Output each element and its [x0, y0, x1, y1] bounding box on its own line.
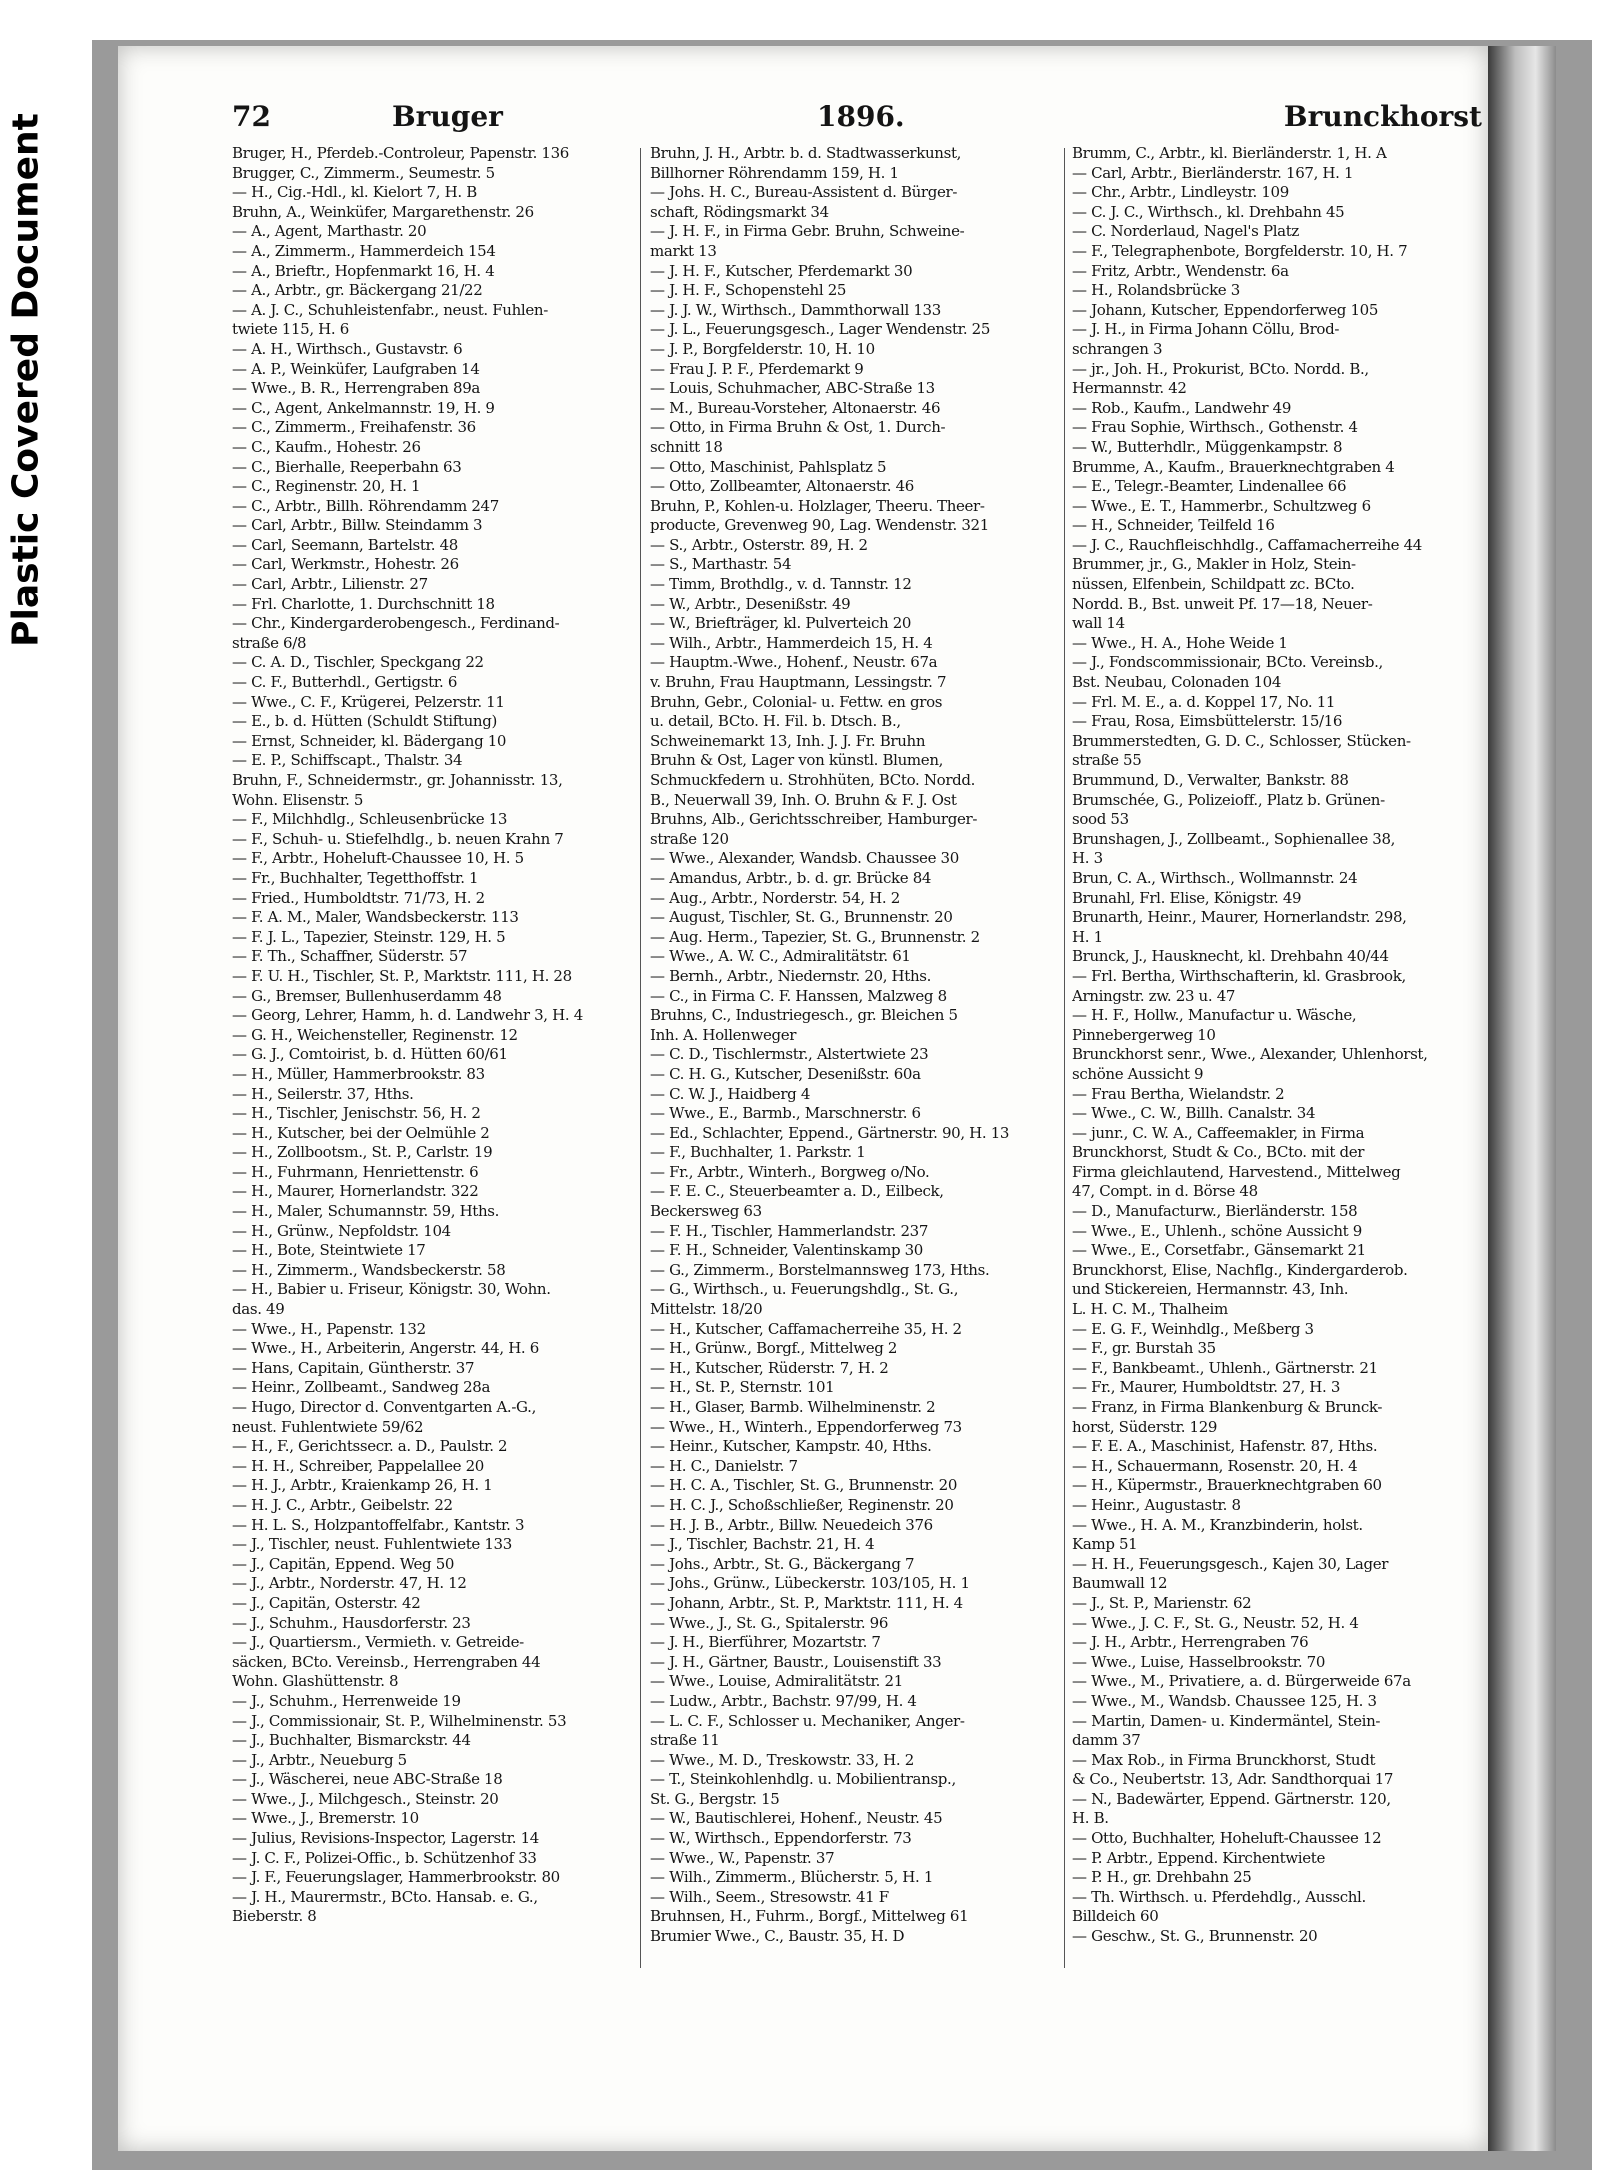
directory-entry-line: Brunckhorst, Studt & Co., BCto. mit der [1072, 1143, 1365, 1162]
directory-entry-line: Wohn. Glashüttenstr. 8 [232, 1672, 399, 1691]
directory-entry-line: — W., Briefträger, kl. Pulverteich 20 [650, 614, 912, 633]
header-first-entry: Bruger [392, 100, 503, 133]
directory-entry-line: — Timm, Brothdlg., v. d. Tannstr. 12 [650, 575, 912, 594]
directory-entry-line: — N., Badewärter, Eppend. Gärtnerstr. 120, [1072, 1789, 1391, 1808]
directory-entry-line: straße 6/8 [232, 633, 307, 652]
directory-entry-line: Bruhns, Alb., Gerichtsschreiber, Hamburger- [650, 810, 978, 829]
directory-entry-line: — W., Butterhdlr., Müggenkampstr. 8 [1072, 437, 1343, 456]
directory-entry-line: — H., Rolandsbrücke 3 [1072, 281, 1240, 300]
directory-entry-line: — Fritz, Arbtr., Wendenstr. 6a [1072, 261, 1289, 280]
directory-entry-line: das. 49 [232, 1300, 285, 1319]
directory-entry-line: — H., Babier u. Friseur, Königstr. 30, Wohn. [232, 1280, 551, 1299]
directory-entry-line: — J., Schuhm., Hausdorferstr. 23 [232, 1613, 471, 1632]
directory-entry-line: — A. P., Weinküfer, Laufgraben 14 [232, 359, 480, 378]
header-year: 1896. [817, 100, 905, 133]
directory-entry-line: schöne Aussicht 9 [1072, 1064, 1204, 1083]
directory-entry-line: Hermannstr. 42 [1072, 379, 1187, 398]
directory-entry-line: — Aug., Arbtr., Norderstr. 54, H. 2 [650, 888, 900, 907]
page-number: 72 [232, 100, 271, 133]
directory-entry-line: — H. F., Hollw., Manufactur u. Wäsche, [1072, 1006, 1357, 1025]
directory-entry-line: — E. G. F., Weinhdlg., Meßberg 3 [1072, 1319, 1314, 1338]
directory-entry-line: — Chr., Arbtr., Lindleystr. 109 [1072, 183, 1289, 202]
directory-entry-line: — P. Arbtr., Eppend. Kirchentwiete [1072, 1848, 1325, 1867]
directory-entry-line: — W., Arbtr., Desenißstr. 49 [650, 594, 851, 613]
directory-entry-line: — August, Tischler, St. G., Brunnenstr. 20 [650, 908, 953, 927]
header-last-entry: Brunckhorst [1283, 100, 1482, 133]
directory-entry-line: Mittelstr. 18/20 [650, 1300, 763, 1319]
column-divider [1064, 148, 1065, 1968]
directory-entry-line: — G. J., Comtoirist, b. d. Hütten 60/61 [232, 1045, 508, 1064]
directory-entry-line: — M., Bureau-Vorsteher, Altonaerstr. 46 [650, 398, 941, 417]
directory-entry-line: — Wwe., H. A., Hohe Weide 1 [1072, 633, 1288, 652]
directory-entry-line: — Wwe., J., Bremerstr. 10 [232, 1809, 419, 1828]
directory-entry-line: — Carl, Arbtr., Bierländerstr. 167, H. 1 [1072, 163, 1354, 182]
directory-entry-line: — E., Telegr.-Beamter, Lindenallee 66 [1072, 477, 1347, 496]
directory-entry-line: schnitt 18 [650, 437, 723, 456]
directory-entry-line: — Georg, Lehrer, Hamm, h. d. Landwehr 3, H. 4 [232, 1006, 583, 1025]
directory-entry-line: — W., Wirthsch., Eppendorferstr. 73 [650, 1829, 912, 1848]
directory-entry-line: — Wwe., H., Arbeiterin, Angerstr. 44, H. 6 [232, 1339, 539, 1358]
directory-entry-line: — H., Kutscher, Caffamacherreihe 35, H. 2 [650, 1319, 962, 1338]
directory-entry-line: — Ludw., Arbtr., Bachstr. 97/99, H. 4 [650, 1691, 917, 1710]
directory-entry-line: — H. C., Danielstr. 7 [650, 1456, 798, 1475]
directory-entry-line: — J. H. F., Kutscher, Pferdemarkt 30 [650, 261, 913, 280]
directory-entry-line: — Johann, Arbtr., St. P., Marktstr. 111, H. 4 [650, 1593, 963, 1612]
directory-entry-line: — Wwe., W., Papenstr. 37 [650, 1848, 835, 1867]
directory-entry-line: — H., F., Gerichtssecr. a. D., Paulstr. 2 [232, 1437, 508, 1456]
directory-entry-line: Billdeich 60 [1072, 1907, 1159, 1926]
directory-entry-line: Wohn. Elisenstr. 5 [232, 790, 364, 809]
directory-entry-line: — Geschw., St. G., Brunnenstr. 20 [1072, 1927, 1318, 1946]
directory-entry-line: — H., Kutscher, bei der Oelmühle 2 [232, 1123, 490, 1142]
directory-entry-line: — J., Tischler, Bachstr. 21, H. 4 [650, 1535, 875, 1554]
directory-entry-line: — H. C. J., Schoßschließer, Reginenstr. 20 [650, 1495, 954, 1514]
directory-entry-line: — Amandus, Arbtr., b. d. gr. Brücke 84 [650, 868, 932, 887]
directory-entry-line: Brunahl, Frl. Elise, Königstr. 49 [1072, 888, 1302, 907]
directory-entry-line: — J. C., Rauchfleischhdlg., Caffamacherreihe 44 [1072, 535, 1422, 554]
directory-entry-line: — junr., C. W. A., Caffeemakler, in Firma [1072, 1123, 1365, 1142]
directory-entry-line: — Frl. Charlotte, 1. Durchschnitt 18 [232, 594, 495, 613]
directory-entry-line: schaft, Rödingsmarkt 34 [650, 202, 829, 221]
directory-entry-line: — J., Capitän, Eppend. Weg 50 [232, 1554, 455, 1573]
directory-entry-line: — H., Grünw., Borgf., Mittelweg 2 [650, 1339, 898, 1358]
directory-entry-line: — Wwe., M., Wandsb. Chaussee 125, H. 3 [1072, 1691, 1377, 1710]
directory-entry-line: — F., Bankbeamt., Uhlenh., Gärtnerstr. 21 [1072, 1358, 1378, 1377]
directory-entry-line: — F., Buchhalter, 1. Parkstr. 1 [650, 1143, 866, 1162]
directory-entry-line: — C. J. C., Wirthsch., kl. Drehbahn 45 [1072, 202, 1345, 221]
directory-entry-line: — E., b. d. Hütten (Schuldt Stiftung) [232, 712, 497, 731]
directory-entry-line: — J. H. F., Schopenstehl 25 [650, 281, 847, 300]
directory-entry-line: — J. H., in Firma Johann Cöllu, Brod- [1072, 320, 1340, 339]
directory-entry-line: Brumier Wwe., C., Baustr. 35, H. D [650, 1927, 905, 1946]
directory-entry-line: — F. U. H., Tischler, St. P., Marktstr. 111, H. 28 [232, 966, 572, 985]
directory-entry-line: — Wwe., Alexander, Wandsb. Chaussee 30 [650, 849, 959, 868]
directory-entry-line: — H., Schneider, Teilfeld 16 [1072, 516, 1275, 535]
directory-entry-line: Bruhn, J. H., Arbtr. b. d. Stadtwasserkunst, [650, 144, 962, 162]
directory-entry-line: Schmuckfedern u. Strohhüten, BCto. Nordd. [650, 771, 976, 789]
directory-entry-line: Firma gleichlautend, Harvestend., Mittelweg [1072, 1162, 1401, 1181]
directory-entry-line: — H., Küpermstr., Brauerknechtgraben 60 [1072, 1476, 1382, 1495]
directory-entry-line: Baumwall 12 [1072, 1574, 1168, 1593]
directory-entry-line: — J., St. P., Marienstr. 62 [1072, 1593, 1252, 1612]
directory-entry-line: — Max Rob., in Firma Brunckhorst, Studt [1072, 1750, 1376, 1769]
directory-entry-line: — A., Agent, Marthastr. 20 [232, 222, 427, 241]
directory-entry-line: — Carl, Arbtr., Billw. Steindamm 3 [232, 516, 483, 535]
directory-entry-line: — jr., Joh. H., Prokurist, BCto. Nordd. B., [1072, 359, 1369, 378]
directory-entry-line: — C., Arbtr., Billh. Röhrendamm 247 [232, 496, 499, 515]
directory-entry-line: — H., Schauermann, Rosenstr. 20, H. 4 [1072, 1456, 1358, 1475]
directory-entry-line: & Co., Neubertstr. 13, Adr. Sandthorquai 17 [1072, 1770, 1394, 1789]
directory-entry-line: — Wilh., Arbtr., Hammerdeich 15, H. 4 [650, 633, 933, 652]
directory-entry-line: straße 55 [1072, 751, 1142, 770]
directory-entry-line: — Frau Bertha, Wielandstr. 2 [1072, 1084, 1285, 1103]
directory-entry-line: — F. Th., Schaffner, Süderstr. 57 [232, 947, 468, 966]
directory-entry-line: Brunarth, Heinr., Maurer, Hornerlandstr. 298, [1072, 908, 1407, 927]
directory-entry-line: Billhorner Röhrendamm 159, H. 1 [650, 163, 899, 182]
directory-entry-line: — Wilh., Zimmerm., Blücherstr. 5, H. 1 [650, 1868, 934, 1887]
directory-entry-line: Kamp 51 [1072, 1535, 1138, 1554]
directory-entry-line: Bruhnsen, H., Fuhrm., Borgf., Mittelweg 61 [650, 1907, 969, 1926]
directory-entry-line: — F. A. M., Maler, Wandsbeckerstr. 113 [232, 908, 519, 927]
directory-entry-line: — Wwe., Louise, Admiralitätstr. 21 [650, 1672, 903, 1691]
directory-entry-line: — C., Agent, Ankelmannstr. 19, H. 9 [232, 398, 495, 417]
directory-entry-line: — Louis, Schuhmacher, ABC-Straße 13 [650, 379, 935, 398]
directory-entry-line: — J., Quartiersm., Vermieth. v. Getreide- [232, 1633, 524, 1652]
directory-entry-line: — H., Kutscher, Rüderstr. 7, H. 2 [650, 1358, 889, 1377]
directory-entry-line: — F., Schuh- u. Stiefelhdlg., b. neuen Krahn 7 [232, 829, 564, 848]
directory-entry-line: — J. F., Feuerungslager, Hammerbrookstr. 80 [232, 1868, 560, 1887]
directory-entry-line: u. detail, BCto. H. Fil. b. Dtsch. B., [650, 712, 901, 731]
directory-entry-line: — A. J. C., Schuhleistenfabr., neust. Fuhlen- [232, 300, 548, 319]
directory-entry-line: Brunckhorst senr., Wwe., Alexander, Uhlenhorst, [1072, 1045, 1428, 1064]
directory-entry-line: — Wwe., C. W., Billh. Canalstr. 34 [1072, 1104, 1316, 1123]
directory-entry-line: Bst. Neubau, Colonaden 104 [1072, 673, 1282, 692]
directory-entry-line: — S., Marthastr. 54 [650, 555, 792, 574]
directory-entry-line: H. 1 [1072, 927, 1103, 946]
directory-entry-line: sood 53 [1072, 810, 1129, 829]
directory-entry-line: — F., Milchhdlg., Schleusenbrücke 13 [232, 810, 508, 829]
directory-entry-line: Bruhn & Ost, Lager von künstl. Blumen, [650, 751, 944, 770]
directory-entry-line: markt 13 [650, 241, 717, 260]
directory-entry-line: — Th. Wirthsch. u. Pferdehdlg., Ausschl. [1072, 1887, 1366, 1906]
page-edge [1488, 46, 1556, 2151]
directory-entry-line: — C. H. G., Kutscher, Desenißstr. 60a [650, 1064, 921, 1083]
directory-entry-line: straße 11 [650, 1731, 720, 1750]
directory-entry-line: — H. L. S., Holzpantoffelfabr., Kantstr. 3 [232, 1515, 525, 1534]
directory-entry-line: — C. W. J., Haidberg 4 [650, 1084, 811, 1103]
directory-entry-line: Brumme, A., Kaufm., Brauerknechtgraben 4 [1072, 457, 1395, 476]
directory-entry-line: Brunck, J., Hausknecht, kl. Drehbahn 40/44 [1072, 947, 1389, 966]
directory-entry-line: — H., Cig.-Hdl., kl. Kielort 7, H. B [232, 183, 477, 202]
directory-entry-line: — J. H., Maurermstr., BCto. Hansab. e. G., [232, 1887, 538, 1906]
directory-entry-line: straße 120 [650, 829, 729, 848]
directory-entry-line: — F. E. C., Steuerbeamter a. D., Eilbeck, [650, 1182, 944, 1201]
column-divider [640, 148, 641, 1968]
directory-entry-line: — Carl, Seemann, Bartelstr. 48 [232, 535, 458, 554]
directory-entry-line: — C. D., Tischlermstr., Alstertwiete 23 [650, 1045, 929, 1064]
directory-entry-line: — G., Bremser, Bullenhuserdamm 48 [232, 986, 502, 1005]
directory-entry-line: — S., Arbtr., Osterstr. 89, H. 2 [650, 535, 868, 554]
directory-entry-line: — Chr., Kindergarderobengesch., Ferdinand- [232, 614, 560, 633]
directory-entry-line: — Wwe., E., Uhlenh., schöne Aussicht 9 [1072, 1221, 1362, 1240]
directory-entry-line: — J., Schuhm., Herrenweide 19 [232, 1691, 461, 1710]
directory-entry-line: — J. H., Bierführer, Mozartstr. 7 [650, 1633, 881, 1652]
directory-entry-line: Bruhn, P., Kohlen-u. Holzlager, Theeru. Theer- [650, 496, 985, 515]
directory-entry-line: — H., Zollbootsm., St. P., Carlstr. 19 [232, 1143, 493, 1162]
directory-entry-line: — A. H., Wirthsch., Gustavstr. 6 [232, 339, 463, 358]
directory-entry-line: — F., Arbtr., Hoheluft-Chaussee 10, H. 5 [232, 849, 524, 868]
directory-entry-line: — Wwe., H., Winterh., Eppendorferweg 73 [650, 1417, 962, 1436]
directory-entry-line: — C., Bierhalle, Reeperbahn 63 [232, 457, 462, 476]
directory-entry-line: — Wwe., H., Papenstr. 132 [232, 1319, 426, 1338]
directory-entry-line: — F. J. L., Tapezier, Steinstr. 129, H. 5 [232, 927, 506, 946]
directory-entry-line: — D., Manufacturw., Bierländerstr. 158 [1072, 1202, 1358, 1221]
directory-entry-line: — G., Wirthsch., u. Feuerungshdlg., St. G., [650, 1280, 959, 1299]
directory-entry-line: — A., Brieftr., Hopfenmarkt 16, H. 4 [232, 261, 495, 280]
directory-entry-line: schrangen 3 [1072, 339, 1163, 358]
directory-entry-line: — Frau Sophie, Wirthsch., Gothenstr. 4 [1072, 418, 1358, 437]
directory-entry-line: nüssen, Elfenbein, Schildpatt zc. BCto. [1072, 575, 1355, 594]
directory-entry-line: — C., in Firma C. F. Hanssen, Malzweg 8 [650, 986, 947, 1005]
directory-entry-line: — C., Reginenstr. 20, H. 1 [232, 477, 421, 496]
running-header [232, 100, 1482, 136]
directory-entry-line: — H., St. P., Sternstr. 101 [650, 1378, 835, 1397]
directory-entry-line: — Wwe., C. F., Krügerei, Pelzerstr. 11 [232, 692, 505, 711]
directory-entry-line: — C. A. D., Tischler, Speckgang 22 [232, 653, 484, 672]
directory-entry-line: — Wwe., E., Barmb., Marschnerstr. 6 [650, 1104, 921, 1123]
directory-entry-line: Brummer, jr., G., Makler in Holz, Stein- [1072, 555, 1356, 574]
directory-entry-line: — Wwe., J., Milchgesch., Steinstr. 20 [232, 1789, 499, 1808]
directory-entry-line: — F. H., Tischler, Hammerlandstr. 237 [650, 1221, 929, 1240]
side-label [0, 0, 52, 760]
directory-entry-line: — Bernh., Arbtr., Niedernstr. 20, Hths. [650, 966, 932, 985]
directory-entry-line: — Carl, Werkmstr., Hohestr. 26 [232, 555, 459, 574]
directory-entry-line: v. Bruhn, Frau Hauptmann, Lessingstr. 7 [650, 673, 947, 692]
directory-entry-line: — C., Zimmerm., Freihafenstr. 36 [232, 418, 476, 437]
directory-entry-line: — H., Seilerstr. 37, Hths. [232, 1084, 414, 1103]
directory-entry-line: — H., Bote, Steintwiete 17 [232, 1241, 426, 1260]
directory-entry-line: Brugger, C., Zimmerm., Seumestr. 5 [232, 163, 495, 182]
directory-entry-line: Beckersweg 63 [650, 1202, 762, 1221]
directory-entry-line: — H. J. C., Arbtr., Geibelstr. 22 [232, 1495, 453, 1514]
directory-entry-line: — Martin, Damen- u. Kindermäntel, Stein- [1072, 1711, 1381, 1730]
directory-entry-line: — C., Kaufm., Hohestr. 26 [232, 437, 421, 456]
directory-column-2 [650, 144, 1062, 1947]
directory-entry-line: Arningstr. zw. 23 u. 47 [1072, 986, 1236, 1005]
directory-entry-line: Bieberstr. 8 [232, 1907, 317, 1926]
directory-entry-line: — Hauptm.-Wwe., Hohenf., Neustr. 67a [650, 653, 938, 672]
directory-entry-line: Bruhn, F., Schneidermstr., gr. Johannisstr. 13, [232, 771, 563, 789]
directory-entry-line: twiete 115, H. 6 [232, 320, 349, 339]
directory-entry-line: L. H. C. M., Thalheim [1072, 1300, 1228, 1319]
directory-entry-line: — Wwe., A. W. C., Admiralitätstr. 61 [650, 947, 911, 966]
directory-entry-line: — E. P., Schiffscapt., Thalstr. 34 [232, 751, 463, 770]
directory-entry-line: — H., Glaser, Barmb. Wilhelminenstr. 2 [650, 1398, 936, 1416]
directory-entry-line: — Wwe., B. R., Herrengraben 89a [232, 379, 481, 398]
directory-entry-line: Brumschée, G., Polizeioff., Platz b. Grünen- [1072, 790, 1385, 809]
directory-entry-line: — Fr., Buchhalter, Tegetthoffstr. 1 [232, 868, 479, 887]
directory-entry-line: — Frau J. P. F., Pferdemarkt 9 [650, 359, 864, 378]
directory-entry-line: — J., Tischler, neust. Fuhlentwiete 133 [232, 1535, 512, 1554]
directory-entry-line: Bruger, H., Pferdeb.-Controleur, Papenstr. 136 [232, 144, 569, 162]
directory-entry-line: — A., Zimmerm., Hammerdeich 154 [232, 241, 496, 260]
directory-entry-line: — Otto, in Firma Bruhn & Ost, 1. Durch- [650, 418, 946, 437]
directory-entry-line: — L. C. F., Schlosser u. Mechaniker, Anger- [650, 1711, 965, 1730]
directory-entry-line: — Otto, Maschinist, Pahlsplatz 5 [650, 457, 887, 476]
directory-entry-line: — H., Maurer, Hornerlandstr. 322 [232, 1182, 479, 1201]
directory-entry-line: Bruhns, C., Industriegesch., gr. Bleichen 5 [650, 1006, 958, 1025]
directory-entry-line: — H., Zimmerm., Wandsbeckerstr. 58 [232, 1260, 506, 1279]
directory-entry-line: neust. Fuhlentwiete 59/62 [232, 1417, 424, 1436]
directory-entry-line: — T., Steinkohlenhdlg. u. Mobilientransp., [650, 1770, 956, 1789]
directory-entry-line: — Hugo, Director d. Conventgarten A.-G., [232, 1398, 536, 1416]
directory-entry-line: — Aug. Herm., Tapezier, St. G., Brunnenstr. 2 [650, 927, 980, 946]
directory-entry-line: — F., gr. Burstah 35 [1072, 1339, 1216, 1358]
directory-entry-line: — J., Arbtr., Neueburg 5 [232, 1750, 407, 1769]
directory-entry-line: — Johs. H. C., Bureau-Assistent d. Bürger- [650, 183, 958, 202]
directory-entry-line: — J., Buchhalter, Bismarckstr. 44 [232, 1731, 471, 1750]
directory-entry-line: — H., Fuhrmann, Henriettenstr. 6 [232, 1162, 479, 1181]
directory-entry-line: St. G., Bergstr. 15 [650, 1789, 780, 1808]
directory-entry-line: B., Neuerwall 39, Inh. O. Bruhn & F. J. Ost [650, 790, 957, 809]
directory-entry-line: — Frau, Rosa, Eimsbüttelerstr. 15/16 [1072, 712, 1343, 731]
directory-entry-line: — Frl. Bertha, Wirthschafterin, kl. Grasbrook, [1072, 966, 1406, 985]
directory-entry-line: — Ernst, Schneider, kl. Bädergang 10 [232, 731, 507, 750]
directory-entry-line: Nordd. B., Bst. unweit Pf. 17—18, Neuer- [1072, 594, 1373, 613]
directory-entry-line: — G. H., Weichensteller, Reginenstr. 12 [232, 1025, 518, 1044]
directory-entry-line: — H. J. B., Arbtr., Billw. Neuedeich 376 [650, 1515, 933, 1534]
directory-entry-line: Bruhn, Gebr., Colonial- u. Fettw. en gros [650, 692, 943, 711]
directory-entry-line: — Franz, in Firma Blankenburg & Brunck- [1072, 1398, 1383, 1416]
directory-column-3 [1072, 144, 1487, 1947]
directory-entry-line: 47, Compt. in d. Börse 48 [1072, 1182, 1258, 1201]
directory-entry-line: — J. P., Borgfelderstr. 10, H. 10 [650, 339, 875, 358]
directory-entry-line: Inh. A. Hollenweger [650, 1025, 797, 1044]
directory-column-1 [232, 144, 630, 1927]
directory-entry-line: — F. H., Schneider, Valentinskamp 30 [650, 1241, 924, 1260]
directory-entry-line: — Frl. M. E., a. d. Koppel 17, No. 11 [1072, 692, 1336, 711]
directory-entry-line: — J. L., Feuerungsgesch., Lager Wendenstr. 25 [650, 320, 991, 339]
directory-entry-line: Brummerstedten, G. D. C., Schlosser, Stücken- [1072, 731, 1411, 750]
directory-entry-line: — J. C. F., Polizei-Offic., b. Schützenhof 33 [232, 1848, 537, 1867]
directory-entry-line: — Wwe., M., Privatiere, a. d. Bürgerweide 67a [1072, 1672, 1411, 1691]
directory-entry-line: — J. J. W., Wirthsch., Dammthorwall 133 [650, 300, 941, 319]
directory-entry-line: H. 3 [1072, 849, 1103, 868]
directory-entry-line: — H., Tischler, Jenischstr. 56, H. 2 [232, 1104, 481, 1123]
directory-entry-line: — P. H., gr. Drehbahn 25 [1072, 1868, 1252, 1887]
directory-entry-line: — Johann, Kutscher, Eppendorferweg 105 [1072, 300, 1379, 319]
directory-entry-line: — Otto, Zollbeamter, Altonaerstr. 46 [650, 477, 914, 496]
directory-entry-line: — H. C. A., Tischler, St. G., Brunnenstr. 20 [650, 1476, 958, 1495]
directory-entry-line: producte, Grevenweg 90, Lag. Wendenstr. 321 [650, 516, 989, 535]
directory-entry-line: — Wwe., J. C. F., St. G., Neustr. 52, H. 4 [1072, 1613, 1359, 1632]
directory-entry-line: — Fr., Arbtr., Winterh., Borgweg o/No. [650, 1162, 930, 1181]
directory-entry-line: — H. H., Feuerungsgesch., Kajen 30, Lager [1072, 1554, 1389, 1573]
directory-entry-line: und Stickereien, Hermannstr. 43, Inh. [1072, 1280, 1349, 1299]
directory-entry-line: — Otto, Buchhalter, Hoheluft-Chaussee 12 [1072, 1829, 1382, 1848]
directory-entry-line: — Ed., Schlachter, Eppend., Gärtnerstr. 90, H. 13 [650, 1123, 1010, 1142]
directory-entry-line: Brumm, C., Arbtr., kl. Bierländerstr. 1, H. A [1072, 144, 1387, 162]
side-label-text: Plastic Covered Document [5, 113, 47, 647]
directory-entry-line: Schweinemarkt 13, Inh. J. J. Fr. Bruhn [650, 731, 926, 750]
directory-entry-line: — G., Zimmerm., Borstelmannsweg 173, Hths. [650, 1260, 990, 1279]
directory-entry-line: — A., Arbtr., gr. Bäckergang 21/22 [232, 281, 483, 300]
directory-entry-line: Pinnebergerweg 10 [1072, 1025, 1216, 1044]
directory-entry-line: Brummund, D., Verwalter, Bankstr. 88 [1072, 771, 1349, 789]
directory-entry-line: — Carl, Arbtr., Lilienstr. 27 [232, 575, 428, 594]
directory-entry-line: Brunshagen, J., Zollbeamt., Sophienallee 38, [1072, 829, 1396, 848]
directory-entry-line: — Wwe., E., Corsetfabr., Gänsemarkt 21 [1072, 1241, 1366, 1260]
directory-entry-line: — Heinr., Kutscher, Kampstr. 40, Hths. [650, 1437, 932, 1456]
directory-entry-line: — J. H. F., in Firma Gebr. Bruhn, Schweine- [650, 222, 965, 241]
directory-entry-line: — Wwe., E. T., Hammerbr., Schultzweg 6 [1072, 496, 1371, 515]
directory-entry-line: — F. E. A., Maschinist, Hafenstr. 87, Hths. [1072, 1437, 1378, 1456]
directory-entry-line: — Wwe., J., St. G., Spitalerstr. 96 [650, 1613, 889, 1632]
directory-entry-line: — J., Wäscherei, neue ABC-Straße 18 [232, 1770, 503, 1789]
directory-entry-line: — H., Müller, Hammerbrookstr. 83 [232, 1064, 485, 1083]
directory-entry-line: — F., Telegraphenbote, Borgfelderstr. 10, H. 7 [1072, 241, 1408, 260]
directory-entry-line: — H. H., Schreiber, Pappelallee 20 [232, 1456, 484, 1475]
directory-entry-line: Brun, C. A., Wirthsch., Wollmannstr. 24 [1072, 868, 1358, 887]
directory-entry-line: — Heinr., Augustastr. 8 [1072, 1495, 1241, 1514]
directory-entry-line: — Wwe., H. A. M., Kranzbinderin, holst. [1072, 1515, 1363, 1534]
directory-entry-line: — J., Fondscommissionair, BCto. Vereinsb., [1072, 653, 1383, 672]
directory-entry-line: — Heinr., Zollbeamt., Sandweg 28a [232, 1378, 491, 1397]
directory-entry-line: damm 37 [1072, 1731, 1141, 1750]
directory-entry-line: — W., Bautischlerei, Hohenf., Neustr. 45 [650, 1809, 943, 1828]
directory-entry-line: — Rob., Kaufm., Landwehr 49 [1072, 398, 1292, 417]
directory-entry-line: — Hans, Capitain, Güntherstr. 37 [232, 1358, 475, 1377]
directory-entry-line: — J., Capitän, Osterstr. 42 [232, 1593, 421, 1612]
directory-entry-line: — Fried., Humboldtstr. 71/73, H. 2 [232, 888, 485, 907]
directory-entry-line: — J., Commissionair, St. P., Wilhelminenstr. 53 [232, 1711, 567, 1730]
directory-entry-line: — H. J., Arbtr., Kraienkamp 26, H. 1 [232, 1476, 493, 1495]
directory-entry-line: — J. H., Arbtr., Herrengraben 76 [1072, 1633, 1309, 1652]
directory-entry-line: Bruhn, A., Weinküfer, Margarethenstr. 26 [232, 202, 534, 221]
directory-entry-line: — Wwe., M. D., Treskowstr. 33, H. 2 [650, 1750, 914, 1769]
directory-entry-line: wall 14 [1072, 614, 1125, 633]
directory-entry-line: — Johs., Arbtr., St. G., Bäckergang 7 [650, 1554, 915, 1573]
directory-entry-line: — H., Grünw., Nepfoldstr. 104 [232, 1221, 451, 1240]
directory-entry-line: Brunckhorst, Elise, Nachflg., Kindergarderob. [1072, 1260, 1408, 1279]
directory-entry-line: — H., Maler, Schumannstr. 59, Hths. [232, 1202, 500, 1221]
directory-entry-line: — C. Norderlaud, Nagel's Platz [1072, 222, 1299, 241]
directory-entry-line: — Wwe., Luise, Hasselbrookstr. 70 [1072, 1652, 1326, 1671]
directory-entry-line: — Johs., Grünw., Lübeckerstr. 103/105, H. 1 [650, 1574, 970, 1593]
directory-entry-line: — Fr., Maurer, Humboldtstr. 27, H. 3 [1072, 1378, 1341, 1397]
directory-entry-line: — Wilh., Seem., Stresowstr. 41 F [650, 1887, 889, 1906]
directory-entry-line: — J. H., Gärtner, Baustr., Louisenstift 33 [650, 1652, 942, 1671]
directory-entry-line: — Julius, Revisions-Inspector, Lagerstr. 14 [232, 1829, 539, 1848]
directory-entry-line: horst, Süderstr. 129 [1072, 1417, 1218, 1436]
directory-entry-line: — C. F., Butterhdl., Gertigstr. 6 [232, 673, 458, 692]
directory-entry-line: säcken, BCto. Vereinsb., Herrengraben 44 [232, 1652, 541, 1671]
directory-entry-line: H. B. [1072, 1809, 1109, 1828]
directory-entry-line: — J., Arbtr., Norderstr. 47, H. 12 [232, 1574, 467, 1593]
